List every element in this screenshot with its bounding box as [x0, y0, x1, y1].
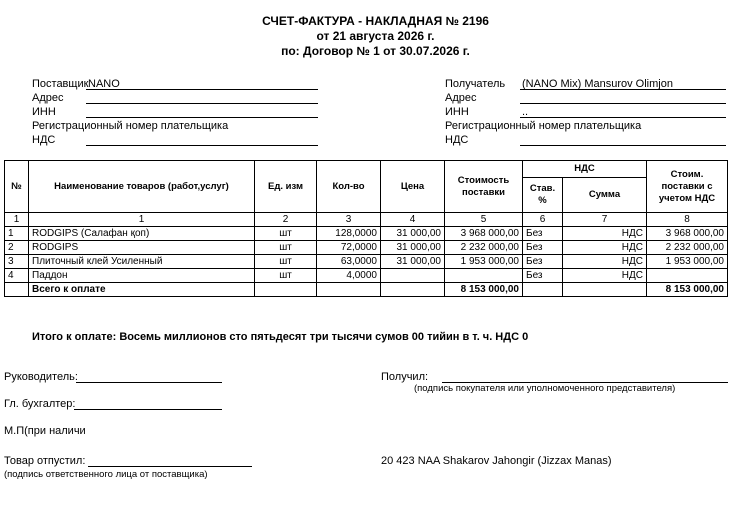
row-unit: шт [255, 227, 317, 241]
row-num: 1 [5, 227, 29, 241]
total-row [5, 283, 728, 297]
col-number: 5 [445, 213, 523, 227]
col-number: 7 [563, 213, 647, 227]
supplier-value: NANO [88, 78, 120, 90]
recipient-address-label: Адрес [445, 92, 477, 104]
recipient-value: (NANO Mix) Mansurov Olimjon [522, 78, 673, 90]
accountant-label: Гл. бухгалтер: [4, 398, 76, 410]
total-label: Всего к оплате [29, 283, 255, 297]
table-row [5, 241, 728, 255]
col-number: 3 [317, 213, 381, 227]
header-cost: Стоимость поставки [445, 161, 523, 213]
row-name: RODGIPS (Салафан қоп) [29, 227, 255, 241]
received-signature-line [442, 371, 728, 383]
row-vat-sum: НДС [563, 241, 647, 255]
supplier-inn-label: ИНН [32, 106, 56, 118]
row-vat-sum: НДС [563, 227, 647, 241]
recipient-nds-label: НДС [445, 134, 469, 146]
supplier-address-line [86, 92, 318, 104]
row-name: RODGIPS [29, 241, 255, 255]
row-vat-sum: НДС [563, 269, 647, 283]
header-qty: Кол-во [317, 161, 381, 213]
supplier-label: Поставщик [32, 78, 89, 90]
supplier-nds-label: НДС [32, 134, 56, 146]
received-note: (подпись покупателя или уполномоченного представителя) [414, 383, 676, 394]
col-number: 1 [29, 213, 255, 227]
row-total [647, 269, 728, 283]
recipient-reg-label: Регистрационный номер плательщика [445, 120, 642, 132]
row-vat-rate: Без [523, 241, 563, 255]
received-person: 20 423 NAA Shakarov Jahongir (Jizzax Manas) [381, 455, 612, 467]
row-unit: шт [255, 241, 317, 255]
row-total: 1 953 000,00 [647, 255, 728, 269]
row-total: 2 232 000,00 [647, 241, 728, 255]
document-contract: по: Договор № 1 от 30.07.2026 г. [281, 44, 470, 58]
row-qty: 72,0000 [317, 241, 381, 255]
supplier-nds-line [86, 134, 318, 146]
supplier-inn-line [86, 106, 318, 118]
table-row [5, 227, 728, 241]
supplier-address-label: Адрес [32, 92, 64, 104]
row-cost: 1 953 000,00 [445, 255, 523, 269]
total-with-vat: 8 153 000,00 [647, 283, 728, 297]
row-price: 31 000,00 [381, 241, 445, 255]
document-title: СЧЕТ-ФАКТУРА - НАКЛАДНАЯ № 2196 [262, 14, 489, 28]
row-total: 3 968 000,00 [647, 227, 728, 241]
row-qty: 63,0000 [317, 255, 381, 269]
row-unit: шт [255, 269, 317, 283]
column-numbers-row [5, 213, 728, 227]
row-num: 4 [5, 269, 29, 283]
row-vat-rate: Без [523, 255, 563, 269]
released-note: (подпись ответственного лица от поставщика) [4, 469, 208, 480]
recipient-nds-line [520, 134, 726, 146]
row-name: Плиточный клей Усиленный [29, 255, 255, 269]
col-number: 4 [381, 213, 445, 227]
stamp-label: М.П(при наличи [4, 425, 86, 437]
recipient-inn-label: ИНН [445, 106, 469, 118]
header-total: Стоим. поставки с учетом НДС [647, 161, 728, 213]
released-signature-line [88, 455, 252, 467]
col-number: 1 [5, 213, 29, 227]
received-label: Получил: [381, 371, 429, 383]
row-cost: 2 232 000,00 [445, 241, 523, 255]
row-vat-rate: Без [523, 269, 563, 283]
row-vat-sum: НДС [563, 255, 647, 269]
row-cost [445, 269, 523, 283]
row-num: 2 [5, 241, 29, 255]
table-row [5, 269, 728, 283]
recipient-inn-value: .. [522, 106, 529, 118]
recipient-line [520, 78, 726, 90]
row-price: 31 000,00 [381, 255, 445, 269]
total-cost: 8 153 000,00 [445, 283, 523, 297]
header-num: № [5, 161, 29, 213]
row-num: 3 [5, 255, 29, 269]
header-vat: НДС [523, 161, 647, 178]
total-in-words: Итого к оплате: Восемь миллионов сто пятьдесят три тысячи сумов 00 тийин в т. ч. НДС 0 [32, 331, 529, 343]
header-unit: Ед. изм [255, 161, 317, 213]
table-row [5, 255, 728, 269]
row-unit: шт [255, 255, 317, 269]
row-price: 31 000,00 [381, 227, 445, 241]
header-vat-sum: Сумма [563, 178, 647, 213]
recipient-address-line [520, 92, 726, 104]
col-number: 2 [255, 213, 317, 227]
released-label: Товар отпустил: [4, 455, 86, 467]
row-qty: 128,0000 [317, 227, 381, 241]
row-price [381, 269, 445, 283]
items-table [4, 160, 728, 297]
supplier-reg-label: Регистрационный номер плательщика [32, 120, 229, 132]
row-name: Паддон [29, 269, 255, 283]
accountant-signature-line [74, 398, 222, 410]
head-signature-line [76, 371, 222, 383]
col-number: 6 [523, 213, 563, 227]
head-label: Руководитель: [4, 371, 78, 383]
recipient-label: Получатель [445, 78, 506, 90]
header-vat-rate: Став. % [523, 178, 563, 213]
row-qty: 4,0000 [317, 269, 381, 283]
header-name: Наименование товаров (работ,услуг) [29, 161, 255, 213]
recipient-inn-line [520, 106, 726, 118]
document-date: от 21 августа 2026 г. [316, 29, 435, 43]
supplier-line [86, 78, 318, 90]
row-vat-rate: Без [523, 227, 563, 241]
header-price: Цена [381, 161, 445, 213]
col-number: 8 [647, 213, 728, 227]
row-cost: 3 968 000,00 [445, 227, 523, 241]
